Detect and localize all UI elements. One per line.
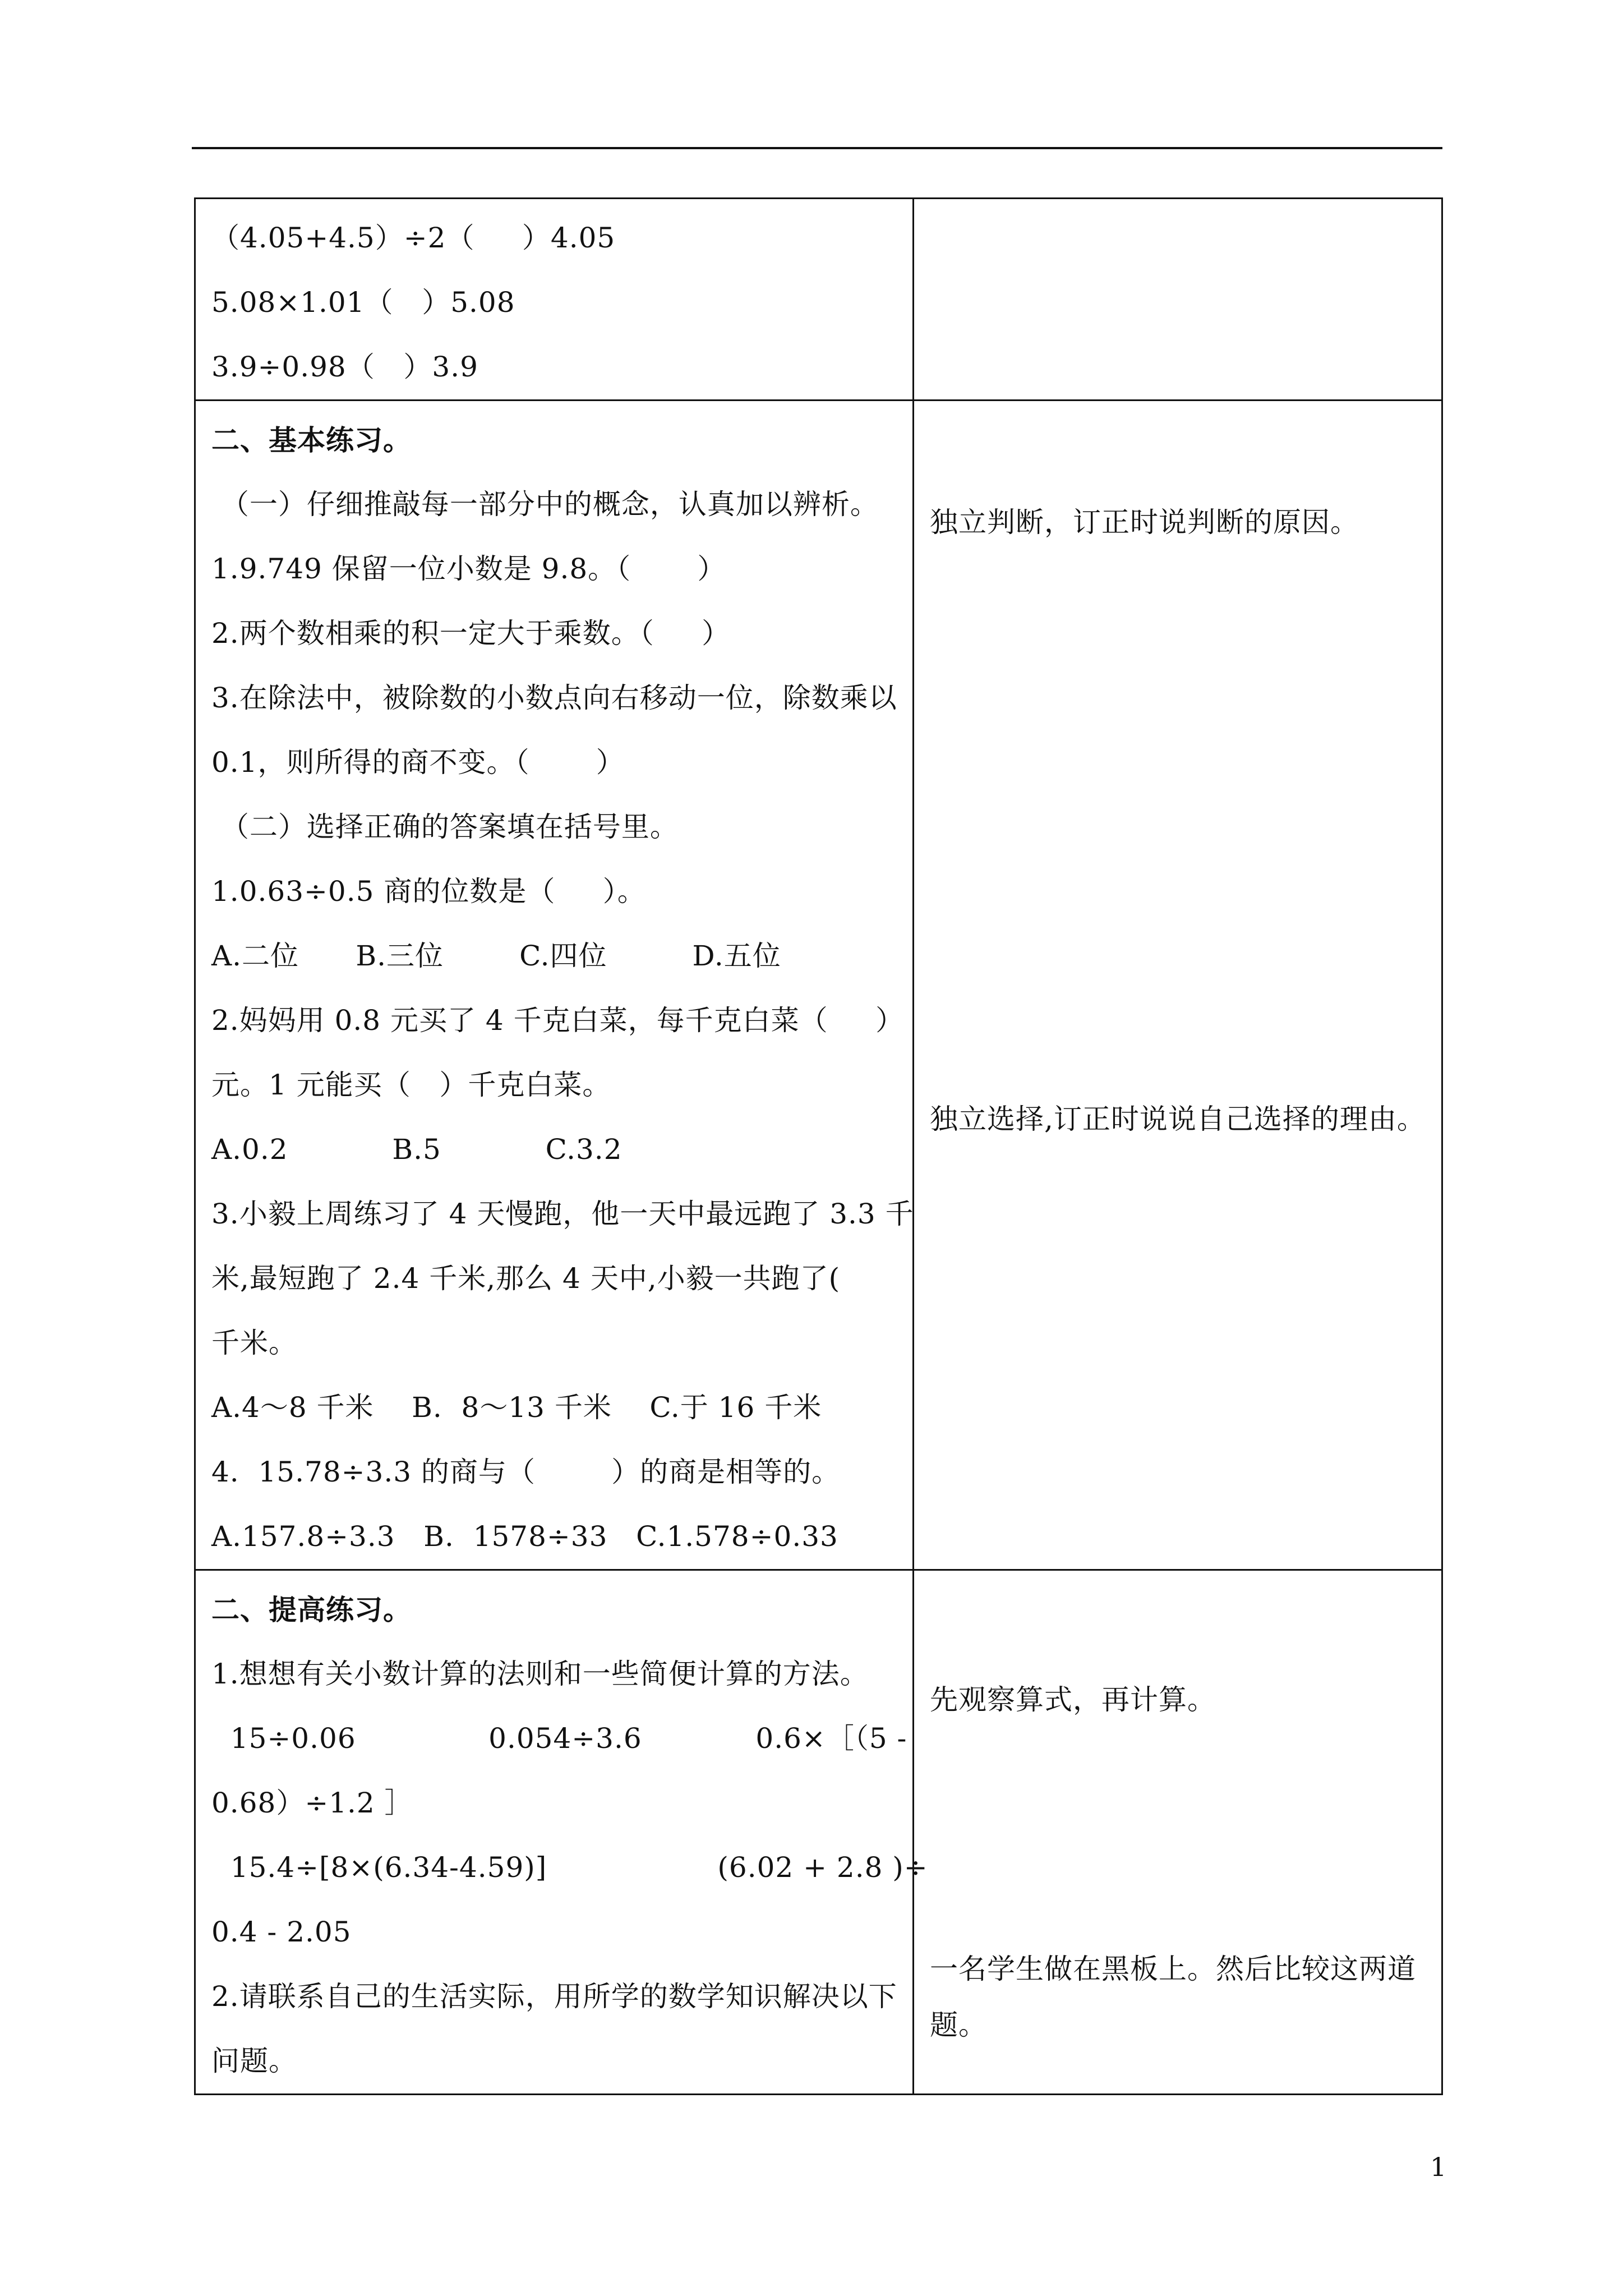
content-cell [195,199,914,401]
answer-options: A.二位 B.三位 C.四位 D.五位 [211,940,781,972]
table-row-basic-practice [195,401,1442,1570]
answer-options: A.157.8÷3.3 B. 1578÷33 C.1.578÷0.33 [211,1520,838,1553]
teaching-note: 独立判断，订正时说判断的原因。 [930,506,1359,539]
question-line: 元。1 元能买（ ）千克白菜。 [211,1069,611,1101]
content-cell [195,401,914,1570]
notes-cell [914,401,1442,1570]
question-line: 1.9.749 保留一位小数是 9.8。（ ） [211,553,726,585]
teaching-note: 题。 [930,2009,987,2041]
question-line: 3.小毅上周练习了 4 天慢跑，他一天中最远跑了 3.3 千 [211,1198,914,1230]
answer-options: A.4～8 千米 B. 8～13 千米 C.于 16 千米 [211,1391,822,1424]
question-line: 1.0.63÷0.5 商的位数是（ ）。 [211,875,646,908]
header-rule [192,147,1442,149]
teaching-note: 先观察算式，再计算。 [930,1683,1216,1716]
question-line: 问题。 [211,2045,297,2077]
expression-line: 0.4 - 2.05 [211,1916,352,1948]
teaching-note: 一名学生做在黑板上。然后比较这两道 [930,1953,1416,1985]
expression-line: 0.68）÷1.2 ］ [211,1787,413,1819]
page-number: 1 [1430,2152,1447,2182]
question-line: 2.请联系自己的生活实际，用所学的数学知识解决以下 [211,1980,897,2013]
answer-options: A.0.2 B.5 C.3.2 [211,1133,623,1166]
comparison-line: 5.08×1.01（ ）5.08 [211,286,515,319]
question-line: 0.1，则所得的商不变。（ ） [211,746,625,779]
content-cell [195,1570,928,2095]
section-heading: 二、提高练习。 [211,1593,412,1626]
question-line: 2.妈妈用 0.8 元买了 4 千克白菜，每千克白菜（ ） [211,1004,905,1037]
table-row-comparison [195,199,1442,401]
subsection-heading: （二）选择正确的答案填在括号里。 [211,811,679,843]
comparison-line: 3.9÷0.98（ ）3.9 [211,351,478,383]
question-line: 1.想想有关小数计算的法则和一些简便计算的方法。 [211,1658,869,1690]
subsection-heading: （一）仔细推敲每一部分中的概念，认真加以辨析。 [211,488,879,521]
table-row-advanced-practice [195,1570,1442,2095]
notes-cell [914,199,1442,401]
question-line: 2.两个数相乘的积一定大于乘数。（ ） [211,617,731,650]
notes-cell [914,1570,1442,2095]
question-line: 4. 15.78÷3.3 的商与（ ）的商是相等的。 [211,1456,841,1488]
expression-line: 15.4÷[8×(6.34-4.59)] (6.02 + 2.8 )÷ [211,1851,928,1884]
section-heading: 二、基本练习。 [211,424,412,457]
question-line: 米,最短跑了 2.4 千米,那么 4 天中,小毅一共跑了( [211,1262,841,1295]
comparison-line: （4.05+4.5）÷2（ ）4.05 [211,222,616,254]
teaching-note: 独立选择,订正时说说自己选择的理由。 [930,1103,1426,1135]
lesson-plan-table [194,197,1443,2095]
question-line: 3.在除法中，被除数的小数点向右移动一位，除数乘以 [211,682,897,714]
question-line: 千米。 [211,1327,297,1359]
expression-line: 15÷0.06 0.054÷3.6 0.6×［（5 - [211,1722,907,1755]
